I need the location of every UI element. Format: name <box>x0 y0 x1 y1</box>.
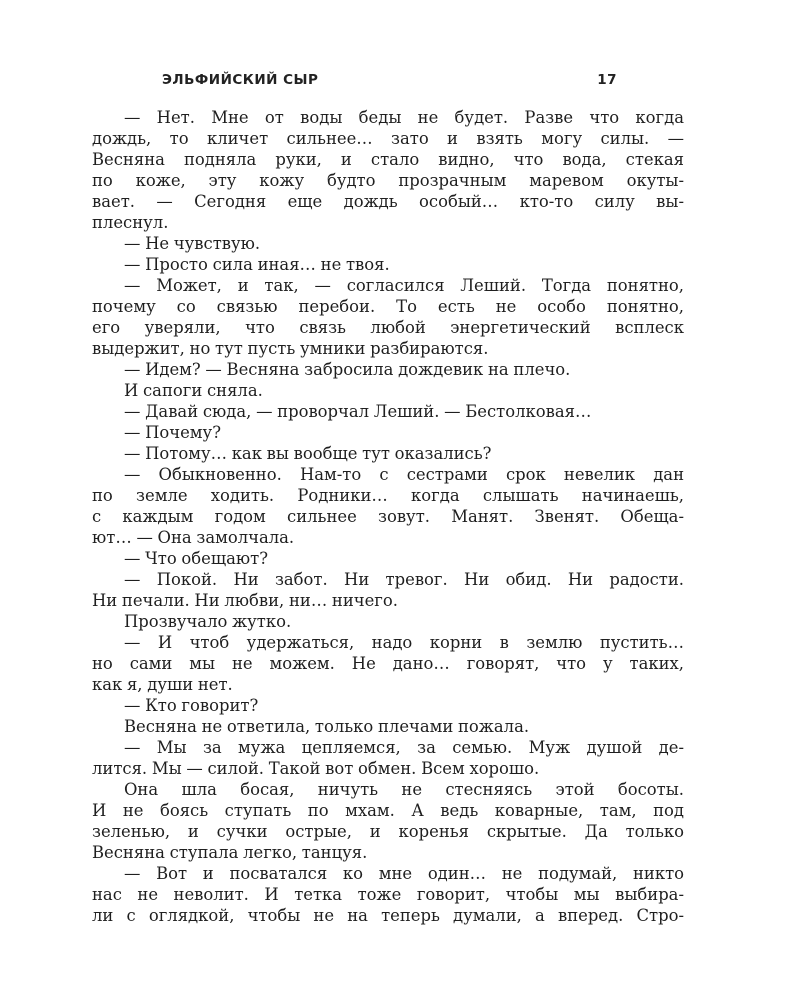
text-line: Ни печали. Ни любви, ни… ничего. <box>92 591 398 610</box>
text-line: — Давай сюда, — проворчал Леший. — Бестолковая… <box>124 402 592 421</box>
text-line: — Потому… как вы вообще тут оказались? <box>124 444 492 463</box>
running-head <box>162 72 617 92</box>
text-line: но сами мы не можем. Не дано… говорят, что у таких, <box>92 654 684 673</box>
text-line: И сапоги сняла. <box>124 381 263 400</box>
text-line: выдержит, но тут пусть умники разбираются. <box>92 339 489 358</box>
text-line: — Покой. Ни забот. Ни тревог. Ни обид. Ни радости. <box>124 570 684 589</box>
text-line: лится. Мы — силой. Такой вот обмен. Всем хорошо. <box>92 759 540 778</box>
text-line: — Кто говорит? <box>124 696 259 715</box>
text-line: — Нет. Мне от воды беды не будет. Разве что когда <box>124 108 684 127</box>
text-line: И не боясь ступать по мхам. А ведь коварные, там, под <box>92 801 684 820</box>
text-line: Весняна подняла руки, и стало видно, что вода, стекая <box>92 150 684 169</box>
text-line: — Мы за мужа цепляемся, за семью. Муж душой де- <box>124 738 684 757</box>
text-line: — Почему? <box>124 423 221 442</box>
text-line: по земле ходить. Родники… когда слышать начинаешь, <box>92 486 684 505</box>
text-line: — Вот и посватался ко мне один… не подумай, никто <box>124 864 684 883</box>
text-line: — Не чувствую. <box>124 234 261 253</box>
text-line: — И чтоб удержаться, надо корни в землю пустить… <box>124 633 684 652</box>
text-line: нас не неволит. И тетка тоже говорит, чтобы мы выбира- <box>92 885 684 904</box>
text-line: — Идем? — Весняна забросила дождевик на плечо. <box>124 360 571 379</box>
text-line: дождь, то кличет сильнее… зато и взять могу силы. — <box>92 129 684 148</box>
text-line: его уверяли, что связь любой энергетический всплеск <box>92 318 684 337</box>
text-line: — Может, и так, — согласился Леший. Тогда понятно, <box>124 276 684 295</box>
text-line: зеленью, и сучки острые, и коренья скрытые. Да только <box>92 822 684 841</box>
text-line: плеснул. <box>92 213 169 232</box>
body-text <box>92 107 684 926</box>
text-line: почему со связью перебои. То есть не особо понятно, <box>92 297 684 316</box>
text-line: Весняна ступала легко, танцуя. <box>92 843 368 862</box>
text-line: Прозвучало жутко. <box>124 612 292 631</box>
text-line: ли с оглядкой, чтобы не на теперь думали, а вперед. Стро- <box>92 906 684 925</box>
text-line: вает. — Сегодня еще дождь особый… кто-то силу вы- <box>92 192 684 211</box>
text-line: по коже, эту кожу будто прозрачным маревом окуты- <box>92 171 684 190</box>
text-line: с каждым годом сильнее зовут. Манят. Звенят. Обеща- <box>92 507 684 526</box>
text-line: — Просто сила иная… не твоя. <box>124 255 390 274</box>
text-line: как я, души нет. <box>92 675 233 694</box>
text-line: Весняна не ответила, только плечами пожала. <box>124 717 530 736</box>
text-line: — Обыкновенно. Нам-то с сестрами срок невелик дан <box>124 465 684 484</box>
chapter-title: ЭЛЬФИЙСКИЙ СЫР <box>162 72 319 88</box>
text-line: — Что обещают? <box>124 549 268 568</box>
text-line: Она шла босая, ничуть не стесняясь этой босоты. <box>124 780 684 799</box>
page-number: 17 <box>597 72 617 88</box>
text-line: ют… — Она замолчала. <box>92 528 295 547</box>
